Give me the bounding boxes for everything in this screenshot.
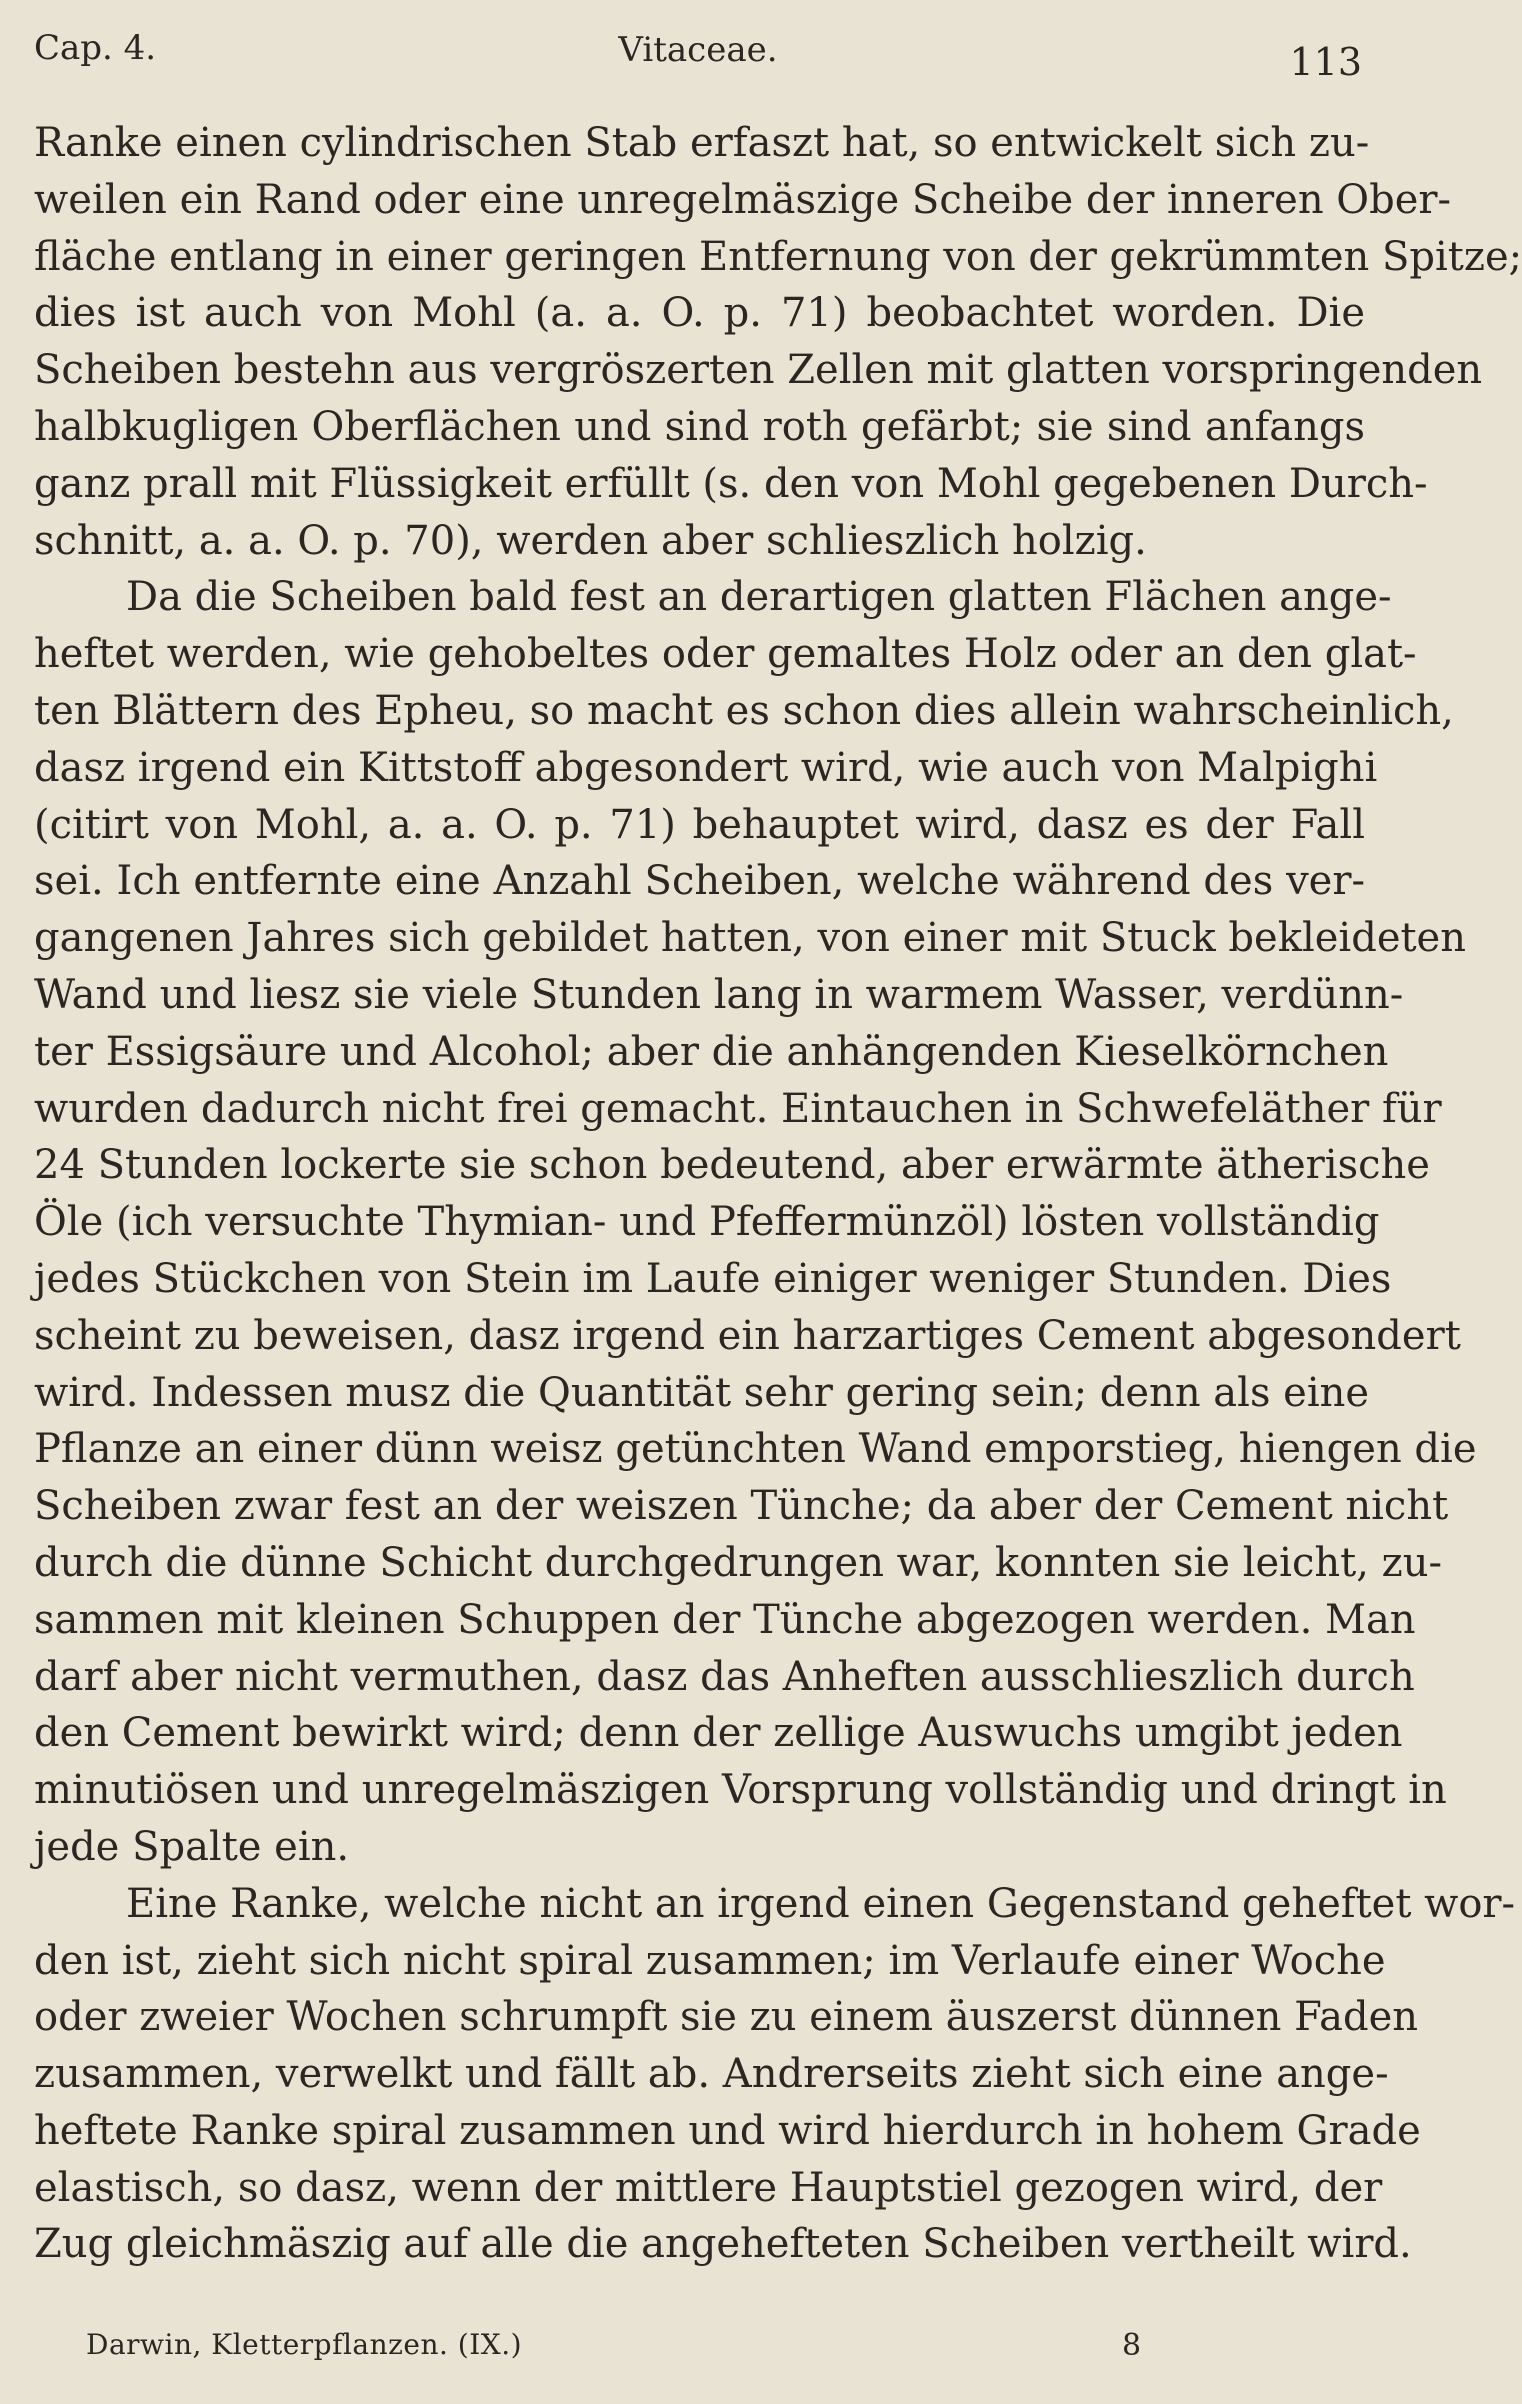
text-line: Öle (ich versuchte Thymian- und Pfeffermünzöl) lösten vollständig bbox=[34, 1199, 1380, 1246]
text-line: Da die Scheiben bald fest an derartigen glatten Flächen ange- bbox=[126, 574, 1392, 621]
text-line: schnitt, a. a. O. p. 70), werden aber schlieszlich holzig. bbox=[34, 517, 1147, 564]
text-line: Scheiben zwar fest an der weiszen Tünche; da aber der Cement nicht bbox=[34, 1483, 1449, 1530]
text-line: ter Essigsäure und Alcohol; aber die anhängenden Kieselkörnchen bbox=[34, 1028, 1389, 1075]
text-line: 24 Stunden lockerte sie schon bedeutend, aber erwärmte ätherische bbox=[34, 1142, 1430, 1189]
text-line: durch die dünne Schicht durchgedrungen war, konnten sie leicht, zu- bbox=[34, 1539, 1442, 1586]
text-line: Pflanze an einer dünn weisz getünchten Wand emporstieg, hiengen die bbox=[34, 1426, 1477, 1473]
page-footer bbox=[86, 2328, 1362, 2368]
text-line: jedes Stückchen von Stein im Laufe einiger weniger Stunden. Dies bbox=[34, 1255, 1392, 1302]
text-line: den ist, zieht sich nicht spiral zusammen; im Verlaufe einer Woche bbox=[34, 1937, 1386, 1984]
text-line: halbkugligen Oberflächen und sind roth gefärbt; sie sind anfangs bbox=[34, 403, 1365, 450]
text-line: dies ist auch von Mohl (a. a. O. p. 71) beobachtet worden. Die bbox=[34, 290, 1365, 337]
text-line: Scheiben bestehn aus vergröszerten Zellen mit glatten vorspringenden bbox=[34, 347, 1483, 394]
text-line: jede Spalte ein. bbox=[34, 1823, 350, 1870]
section-title: Vitaceae. bbox=[618, 30, 778, 70]
text-line: Wand und liesz sie viele Stunden lang in warmem Wasser, verdünn- bbox=[34, 971, 1404, 1018]
running-head bbox=[34, 22, 1362, 82]
text-line: Eine Ranke, welche nicht an irgend einen Gegenstand geheftet wor- bbox=[126, 1880, 1516, 1927]
text-line: Zug gleichmäszig auf alle die angehefteten Scheiben vertheilt wird. bbox=[34, 2221, 1412, 2268]
text-line: minutiösen und unregelmäszigen Vorsprung vollständig und dringt in bbox=[34, 1767, 1447, 1814]
text-line: wurden dadurch nicht frei gemacht. Eintauchen in Schwefeläther für bbox=[34, 1085, 1442, 1132]
text-line: heftete Ranke spiral zusammen und wird hierdurch in hohem Grade bbox=[34, 2107, 1421, 2154]
text-line: zusammen, verwelkt und fällt ab. Andrerseits zieht sich eine ange- bbox=[34, 2051, 1389, 2098]
text-line: sammen mit kleinen Schuppen der Tünche abgezogen werden. Man bbox=[34, 1596, 1416, 1643]
text-line: weilen ein Rand oder eine unregelmäszige Scheibe der inneren Ober- bbox=[34, 176, 1452, 223]
body-text bbox=[34, 115, 1522, 2273]
text-line: wird. Indessen musz die Quantität sehr gering sein; denn als eine bbox=[34, 1369, 1370, 1416]
text-line: heftet werden, wie gehobeltes oder gemaltes Holz oder an den glat- bbox=[34, 631, 1417, 678]
footer-signature: Darwin, Kletterpflanzen. (IX.) bbox=[86, 2328, 523, 2361]
text-line: sei. Ich entfernte eine Anzahl Scheiben, welche während des ver- bbox=[34, 858, 1365, 905]
text-line: ganz prall mit Flüssigkeit erfüllt (s. den von Mohl gegebenen Durch- bbox=[34, 460, 1428, 507]
text-line: den Cement bewirkt wird; denn der zellige Auswuchs umgibt jeden bbox=[34, 1710, 1403, 1757]
text-line: Ranke einen cylindrischen Stab erfaszt hat, so entwickelt sich zu- bbox=[34, 120, 1370, 166]
text-line: ten Blättern des Epheu, so macht es schon dies allein wahrscheinlich, bbox=[34, 687, 1454, 734]
text-line: scheint zu beweisen, dasz irgend ein harzartiges Cement abgesondert bbox=[34, 1312, 1461, 1359]
sheet-number: 8 bbox=[1122, 2328, 1142, 2363]
text-line: (citirt von Mohl, a. a. O. p. 71) behauptet wird, dasz es der Fall bbox=[34, 801, 1365, 848]
text-line: darf aber nicht vermuthen, dasz das Anheften ausschlieszlich durch bbox=[34, 1653, 1415, 1700]
page-number: 113 bbox=[1289, 40, 1362, 84]
text-line: elastisch, so dasz, wenn der mittlere Hauptstiel gezogen wird, der bbox=[34, 2164, 1383, 2211]
text-line: gangenen Jahres sich gebildet hatten, von einer mit Stuck bekleideten bbox=[34, 915, 1466, 962]
text-line: dasz irgend ein Kittstoff abgesondert wird, wie auch von Malpighi bbox=[34, 744, 1378, 791]
text-line: oder zweier Wochen schrumpft sie zu einem äuszerst dünnen Faden bbox=[34, 1994, 1419, 2041]
chapter-label: Cap. 4. bbox=[34, 28, 157, 68]
text-line: fläche entlang in einer geringen Entfernung von der gekrümmten Spitze; bbox=[34, 233, 1522, 280]
